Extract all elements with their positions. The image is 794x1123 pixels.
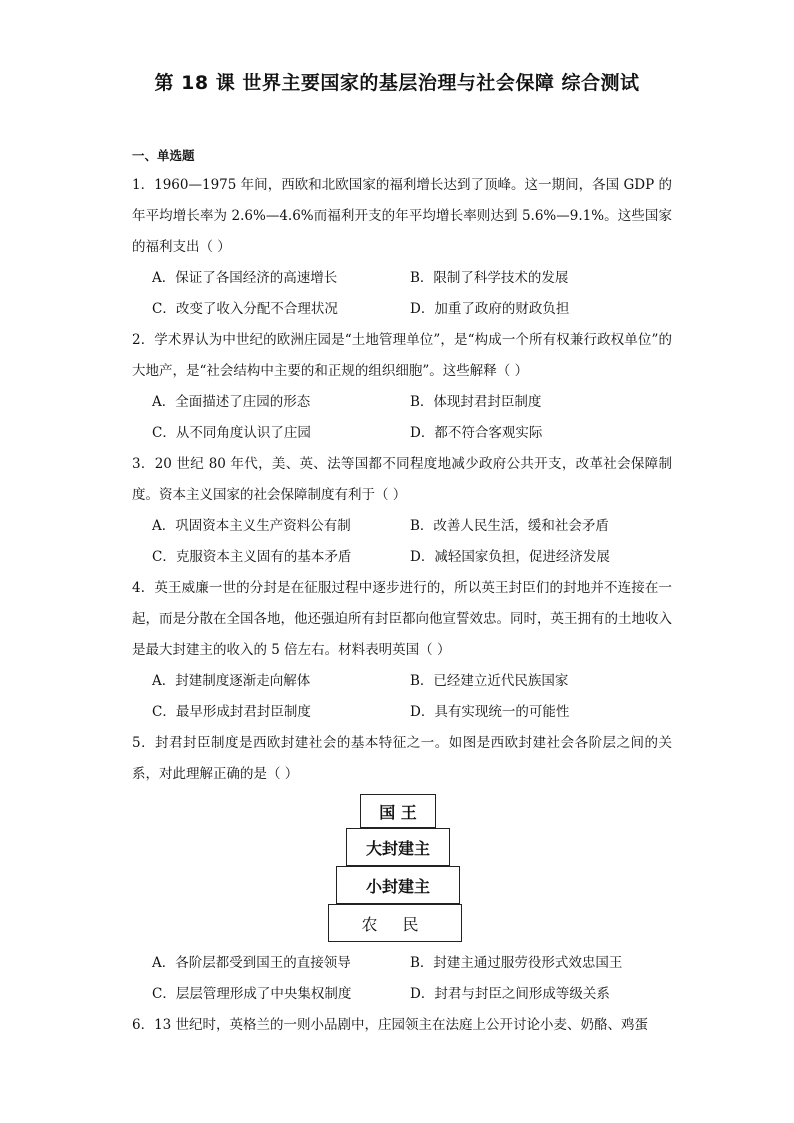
- question-5-text: 5．封君封臣制度是西欧封建社会的基本特征之一。如图是西欧封建社会各阶层之间的关系，对此理解正确的是（ ）: [132, 735, 672, 782]
- question-1-options: [132, 263, 672, 325]
- option-c[interactable]: C．层层管理形成了中央集权制度: [152, 986, 352, 1002]
- page-title: 第 18 课 世界主要国家的基层治理与社会保障 综合测试: [154, 72, 640, 94]
- option-d[interactable]: D．封君与封臣之间形成等级关系: [410, 986, 610, 1002]
- option-a[interactable]: A．保证了各国经济的高速增长: [152, 270, 338, 286]
- option-a[interactable]: A．巩固资本主义生产资料公有制: [152, 518, 351, 534]
- option-b[interactable]: B．已经建立近代民族国家: [410, 673, 569, 689]
- tier-lesser-lords: 小封建主: [336, 866, 460, 904]
- question-4-text: 4．英王威廉一世的分封是在征服过程中逐步进行的，所以英王封臣们的封地并不连接在一起，而是分散在全国各地，他还强迫所有封臣都向他宣誓效忠。同时，英王拥有的土地收入是最大封建主的收入的 5 倍左右。材料表明英国（ ）: [132, 580, 672, 658]
- option-c[interactable]: C．克服资本主义固有的基本矛盾: [152, 549, 352, 565]
- section-heading: 一、单选题: [132, 148, 195, 163]
- question-2-options: [132, 387, 672, 449]
- question-3-options: [132, 511, 672, 573]
- option-b[interactable]: B．体现封君封臣制度: [410, 394, 542, 410]
- option-d[interactable]: D．加重了政府的财政负担: [410, 301, 570, 317]
- question-list: [132, 146, 672, 1041]
- option-d[interactable]: D．减轻国家负担，促进经济发展: [410, 549, 610, 565]
- option-a[interactable]: A．封建制度逐渐走向解体: [152, 673, 311, 689]
- option-b[interactable]: B．改善人民生活，缓和社会矛盾: [410, 518, 609, 534]
- option-b[interactable]: B．封建主通过服劳役形式效忠国王: [410, 955, 623, 971]
- feudal-hierarchy-diagram: [132, 794, 672, 942]
- option-b[interactable]: B．限制了科学技术的发展: [410, 270, 569, 286]
- option-d[interactable]: D．具有实现统一的可能性: [410, 704, 570, 720]
- question-1-text: 1．1960—1975 年间，西欧和北欧国家的福利增长达到了顶峰。这一期间，各国 GDP 的年平均增长率为 2.6%—4.6%而福利开支的年平均增长率则达到 5.6%—9.1%。这些国家的福利支出（ ）: [132, 177, 672, 255]
- tier-king: 国 王: [360, 794, 436, 828]
- question-2-text: 2．学术界认为中世纪的欧洲庄园是“土地管理单位”，是“构成一个所有权兼行政权单位”的大地产，是“社会结构中主要的和正规的组织细胞”。这些解释（ ）: [132, 332, 672, 379]
- question-6-text: 6．13 世纪时，英格兰的一则小品剧中，庄园领主在法庭上公开讨论小麦、奶酪、鸡蛋: [132, 1017, 649, 1033]
- tier-peasants: 农 民: [328, 904, 462, 942]
- question-4-options: [132, 666, 672, 728]
- option-a[interactable]: A．全面描述了庄园的形态: [152, 394, 311, 410]
- option-c[interactable]: C．改变了收入分配不合理状况: [152, 301, 338, 317]
- option-a[interactable]: A．各阶层都受到国王的直接领导: [152, 955, 351, 971]
- tier-great-lords: 大封建主: [346, 828, 450, 866]
- option-c[interactable]: C．最早形成封君封臣制度: [152, 704, 311, 720]
- option-d[interactable]: D．都不符合客观实际: [410, 425, 543, 441]
- question-5-options: [132, 948, 672, 1010]
- option-c[interactable]: C．从不同角度认识了庄园: [152, 425, 311, 441]
- question-3-text: 3．20 世纪 80 年代，美、英、法等国都不同程度地减少政府公共开支，改革社会保障制度。资本主义国家的社会保障制度有利于（ ）: [132, 456, 672, 503]
